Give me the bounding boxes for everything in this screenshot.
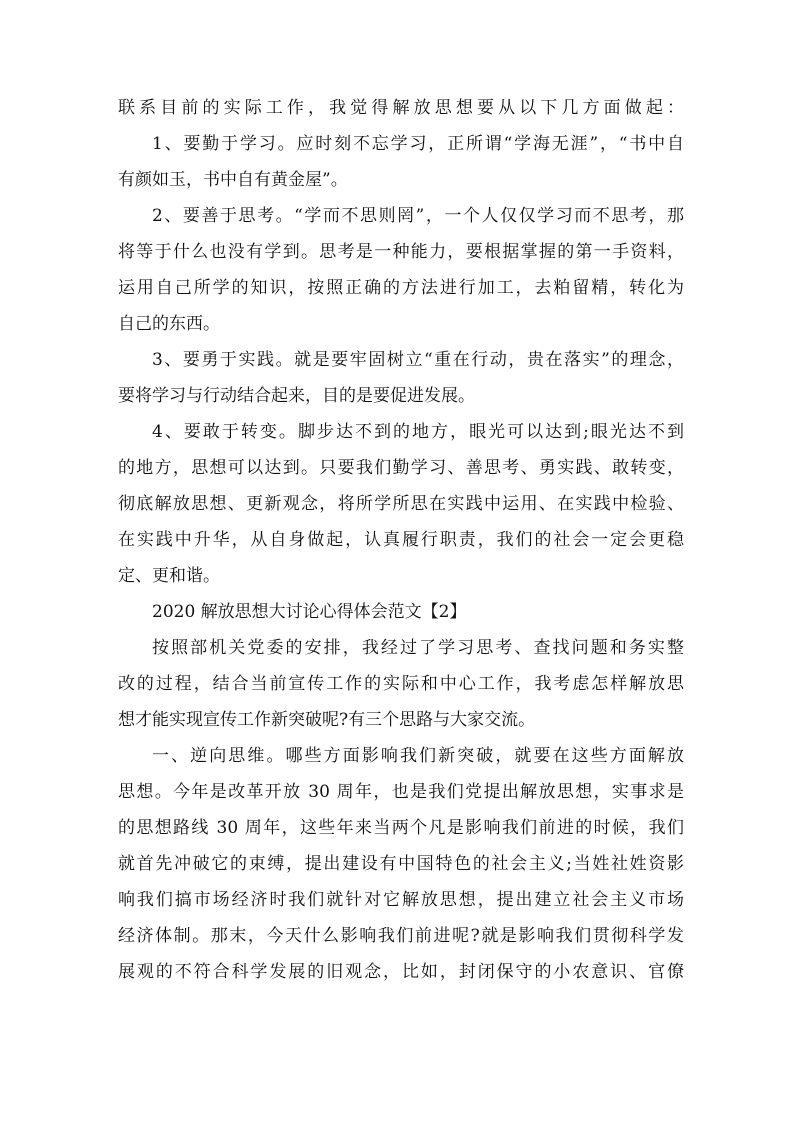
text-line: 经济体制。那末，今天什么影响我们前进呢?就是影响我们贯彻科学发 <box>118 926 684 946</box>
text-line: 运用自己所学的知识，按照正确的方法进行加工，去粕留精，转化为 <box>118 278 684 298</box>
text-line: 联系目前的实际工作，我觉得解放思想要从以下几方面做起： <box>118 98 684 118</box>
paragraph-first-line: 一、逆向思维。哪些方面影响我们新突破，就要在这些方面解放 <box>152 746 684 766</box>
text-line: 展观的不符合科学发展的旧观念，比如，封闭保守的小农意识、官僚 <box>118 962 684 982</box>
paragraph-first-line: 按照部机关党委的安排，我经过了学习思考、查找问题和务实整 <box>152 638 684 658</box>
text-line: 有颜如玉，书中自有黄金屋”。 <box>118 170 348 190</box>
text-line: 就首先冲破它的束缚，提出建设有中国特色的社会主义;当姓社姓资影 <box>118 854 684 874</box>
text-line: 自己的东西。 <box>118 314 220 334</box>
text-line: 的地方，思想可以达到。只要我们勤学习、善思考、勇实践、敢转变， <box>118 458 684 478</box>
paragraph-first-line: 1、要勤于学习。应时刻不忘学习，正所谓“学海无涯”，“书中自 <box>152 134 684 154</box>
text-line: 将等于什么也没有学到。思考是一种能力，要根据掌握的第一手资料， <box>118 242 684 262</box>
section-heading: 2020 解放思想大讨论心得体会范文【2】 <box>152 602 467 622</box>
text-line: 要将学习与行动结合起来，目的是要促进发展。 <box>118 386 475 406</box>
text-line: 响我们搞市场经济时我们就针对它解放思想，提出建立社会主义市场 <box>118 890 684 910</box>
paragraph-first-line: 2、要善于思考。“学而不思则罔”，一个人仅仅学习而不思考，那 <box>152 206 684 226</box>
text-line: 想才能实现宣传工作新突破呢?有三个思路与大家交流。 <box>118 710 536 730</box>
paragraph-first-line: 3、要勇于实践。就是要牢固树立“重在行动，贵在落实”的理念， <box>152 350 684 370</box>
text-line: 改的过程，结合当前宣传工作的实际和中心工作，我考虑怎样解放思 <box>118 674 684 694</box>
document-body <box>118 90 684 990</box>
paragraph-first-line: 4、要敢于转变。脚步达不到的地方，眼光可以达到;眼光达不到 <box>152 422 684 442</box>
text-line: 定、更和谐。 <box>118 566 220 586</box>
text-line: 彻底解放思想、更新观念，将所学所思在实践中运用、在实践中检验、 <box>118 494 684 514</box>
text-line: 在实践中升华，从自身做起，认真履行职责，我们的社会一定会更稳 <box>118 530 684 550</box>
text-line: 的思想路线 30 周年，这些年来当两个凡是影响我们前进的时候，我们 <box>118 818 684 838</box>
text-line: 思想。今年是改革开放 30 周年，也是我们党提出解放思想，实事求是 <box>118 782 684 802</box>
